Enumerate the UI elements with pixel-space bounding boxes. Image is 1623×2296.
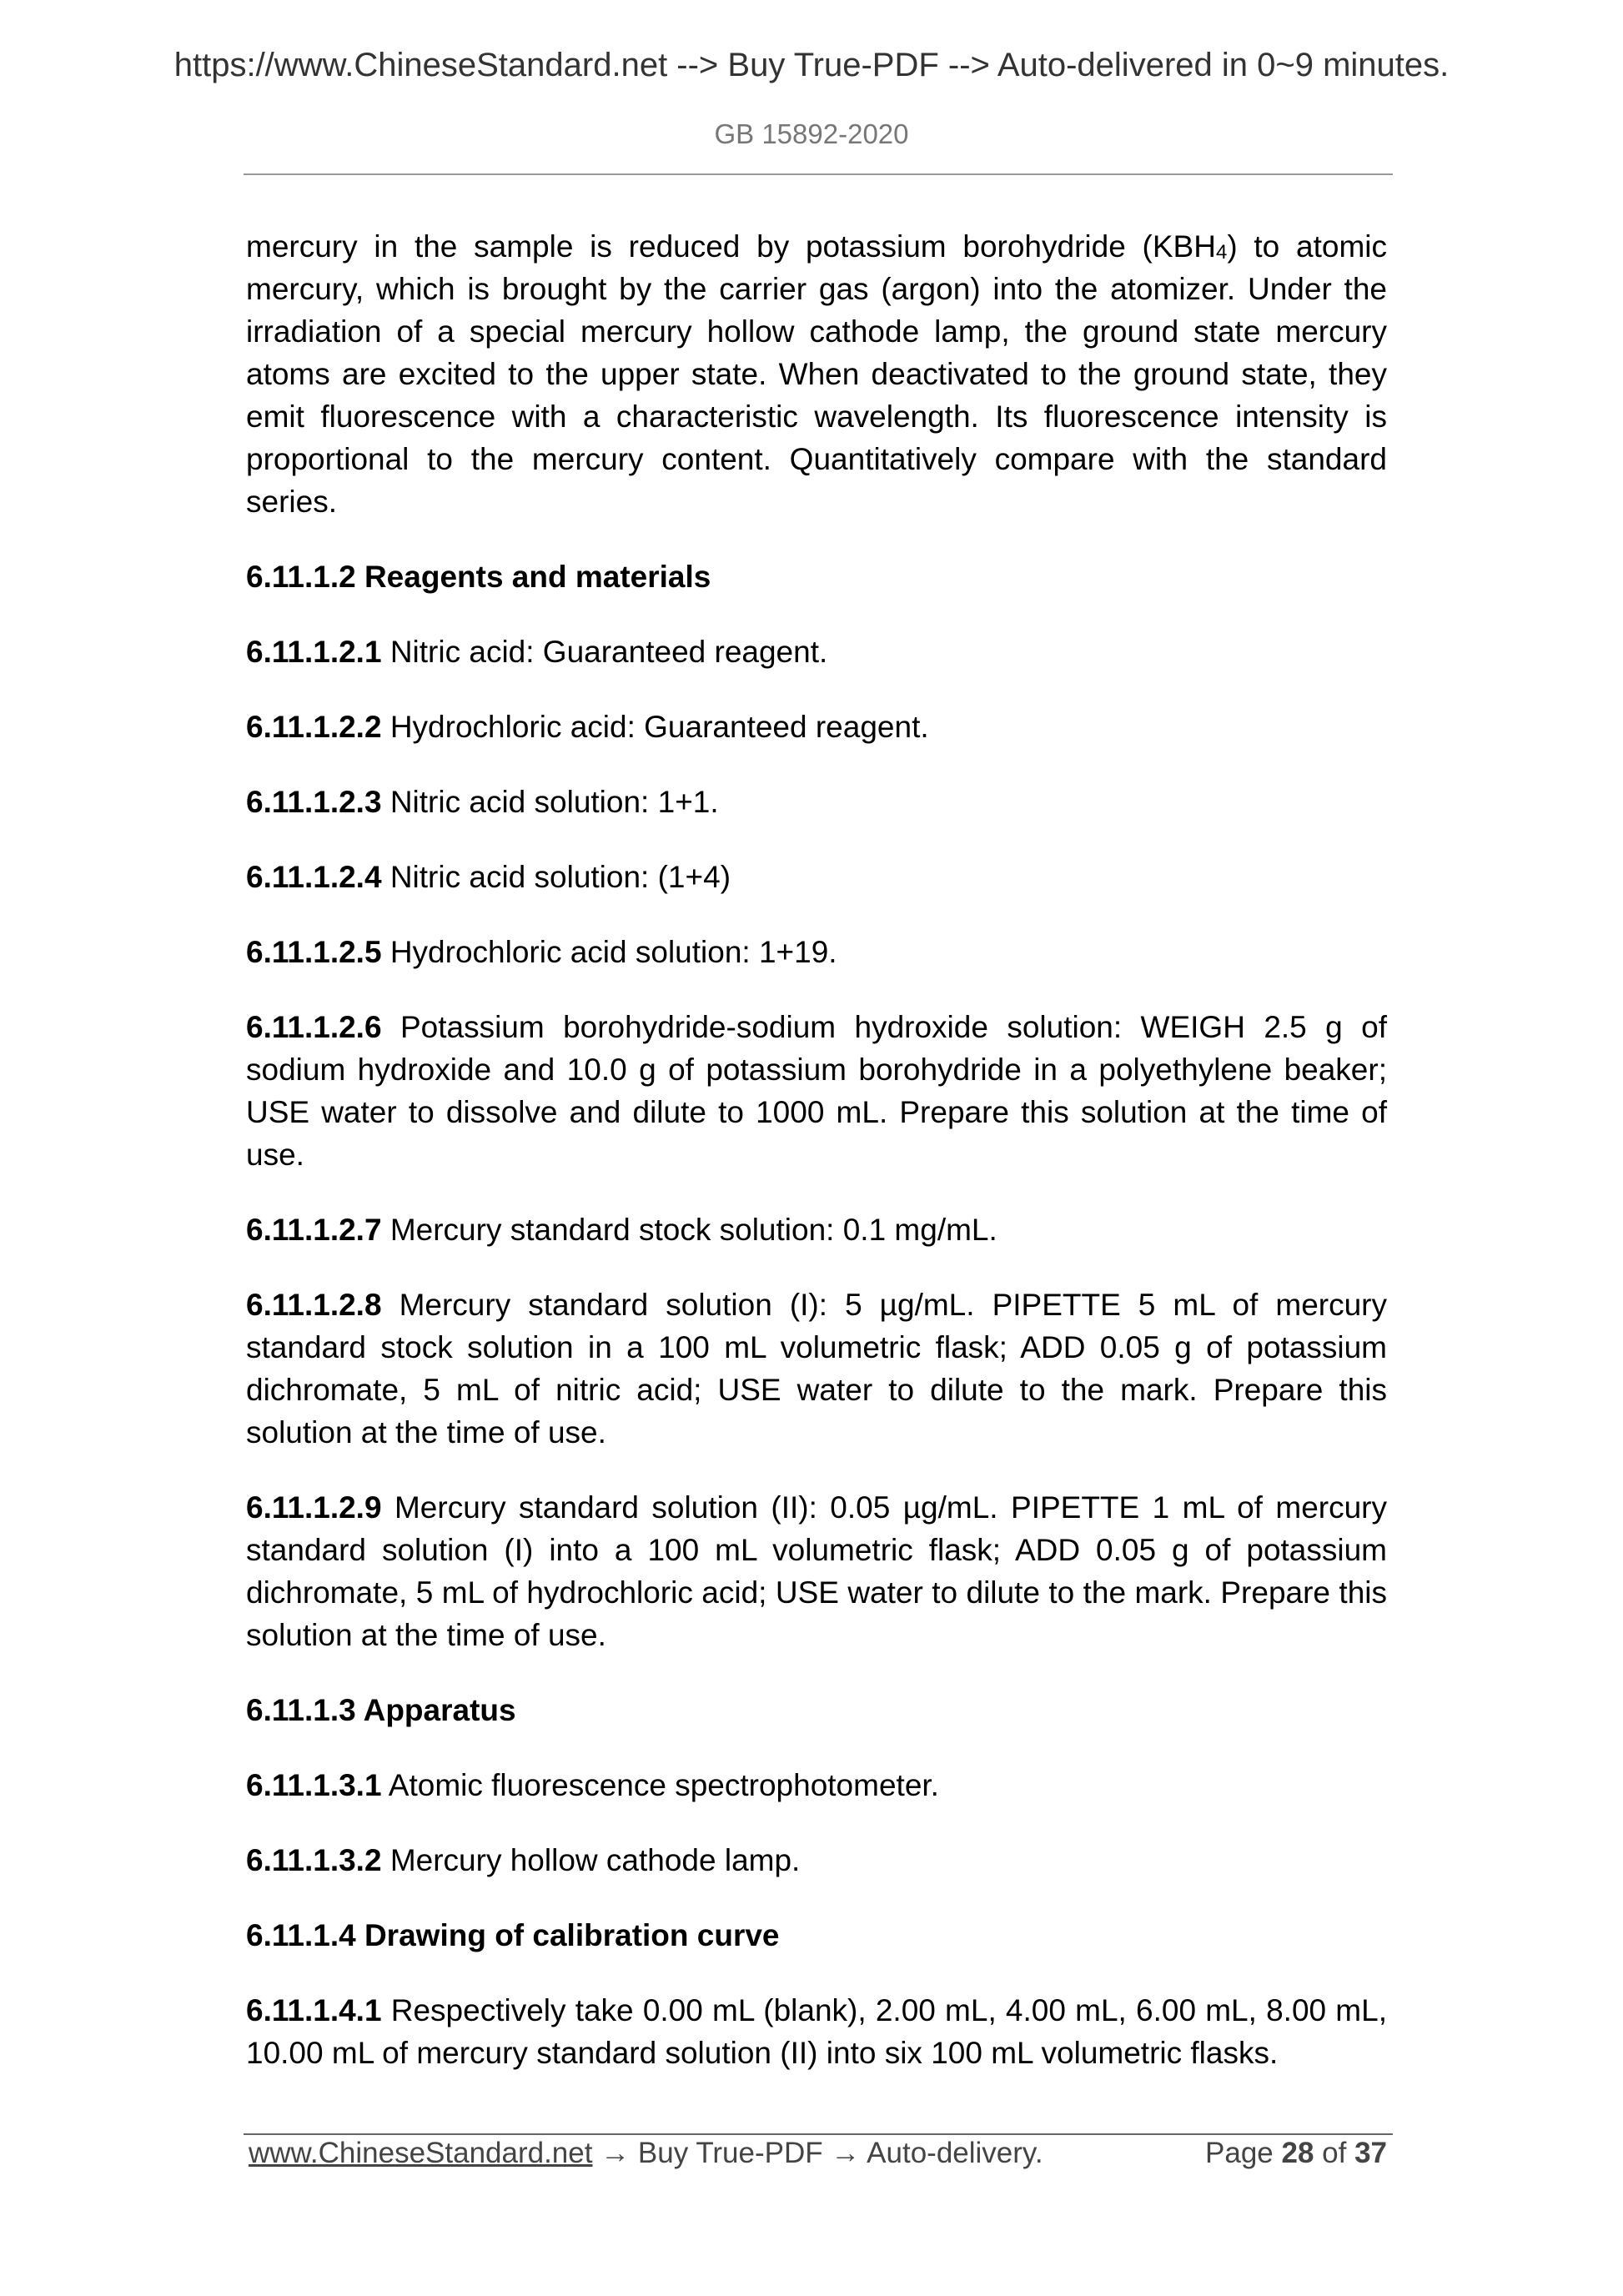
clause-paragraph — [246, 1208, 1387, 1251]
clause-paragraph — [246, 631, 1387, 673]
total-pages: 37 — [1354, 2137, 1387, 2169]
clause-text: Nitric acid: Guaranteed reagent. — [381, 635, 828, 669]
clause-text: Mercury standard stock solution: 0.1 mg/mL. — [381, 1213, 997, 1247]
clause-paragraph — [246, 1486, 1387, 1656]
clause-text: Hydrochloric acid: Guaranteed reagent. — [381, 710, 929, 744]
clause-paragraph — [246, 856, 1387, 898]
clause-paragraph — [246, 1764, 1387, 1806]
clause-paragraph — [246, 931, 1387, 973]
section-heading — [246, 1914, 1387, 1957]
clause-number: 6.11.1.2.1 — [246, 635, 382, 669]
clause-text: Respectively take 0.00 mL (blank), 2.00 mL, 4.00 mL, 6.00 mL, 8.00 mL, 10.00 mL of mercury standard solution (II) into six 100 mL volumetric flasks. — [246, 1993, 1387, 2070]
clause-number: 6.11.1.4.1 — [246, 1993, 382, 2027]
clause-number: 6.11.1.2.8 — [246, 1288, 382, 1322]
intro-text: mercury in the sample is reduced by potassium borohydride (KBH — [246, 229, 1216, 264]
clause-number: 6.11.1.2.4 — [246, 860, 382, 894]
clause-number: 6.11.1.4 Drawing of calibration curve — [246, 1918, 780, 1952]
clause-text: Atomic fluorescence spectrophotometer. — [381, 1768, 939, 1802]
clause-paragraph — [246, 781, 1387, 823]
clause-number: 6.11.1.2.9 — [246, 1490, 382, 1525]
footer-link[interactable]: www.ChineseStandard.net — [249, 2137, 593, 2169]
clause-text: Mercury hollow cathode lamp. — [381, 1843, 801, 1877]
clause-number: 6.11.1.3 Apparatus — [246, 1693, 516, 1727]
document-code: GB 15892-2020 — [714, 118, 909, 149]
intro-paragraph — [246, 225, 1387, 523]
footer-promo — [249, 2137, 1043, 2170]
clause-text: Hydrochloric acid solution: 1+19. — [381, 935, 837, 969]
clause-number: 6.11.1.3.1 — [246, 1768, 382, 1802]
header-divider — [244, 173, 1393, 175]
clause-paragraph — [246, 1006, 1387, 1176]
intro-text: ) to atomic mercury, which is brought by the carrier gas (argon) into the atomizer. Under the irradiation of a special mercury hollow cathode lamp, the ground state mercury atoms are excited to the upper state. When deactivated to the ground state, they emit fluorescence with a characteristic wavelength. Its fluorescence intensity is proportional to the mercury content. Quantitatively compare with the standard series. — [246, 229, 1387, 519]
clause-number: 6.11.1.2.5 — [246, 935, 382, 969]
clause-paragraph — [246, 1839, 1387, 1882]
clause-paragraph — [246, 1989, 1387, 2074]
current-page: 28 — [1281, 2137, 1314, 2169]
subscript: 4 — [1215, 241, 1228, 264]
clause-text: Potassium borohydride-sodium hydroxide solution: WEIGH 2.5 g of sodium hydroxide and 10.0 g of potassium borohydride in a polyethylene beaker; USE water to dissolve and dilute to 1000 mL. Prepare this solution at the time of use. — [246, 1010, 1387, 1172]
clause-paragraph — [246, 706, 1387, 748]
of-label: of — [1314, 2137, 1355, 2169]
clause-number: 6.11.1.2.3 — [246, 785, 382, 819]
clause-text: Nitric acid solution: (1+4) — [381, 860, 731, 894]
clause-text: Mercury standard solution (II): 0.05 µg/mL. PIPETTE 1 mL of mercury standard solution (I) into a 100 mL volumetric flask; ADD 0.05 g of potassium dichromate, 5 mL of hydrochloric acid; USE water to dilute to the mark. Prepare this solution at the time of use. — [246, 1490, 1387, 1652]
footer — [249, 2137, 1387, 2170]
clause-number: 6.11.1.3.2 — [246, 1843, 382, 1877]
section-heading — [246, 555, 1387, 598]
page-label: Page — [1205, 2137, 1282, 2169]
top-banner: https://www.ChineseStandard.net --> Buy True-PDF --> Auto-delivered in 0~9 minutes. — [173, 47, 1450, 83]
clause-number: 6.11.1.2.6 — [246, 1010, 382, 1044]
clause-number: 6.11.1.2.2 — [246, 710, 382, 744]
clause-text: Mercury standard solution (I): 5 µg/mL. PIPETTE 5 mL of mercury standard stock solution in a 100 mL volumetric flask; ADD 0.05 g of potassium dichromate, 5 mL of nitric acid; USE water to dilute to the mark. Prepare this solution at the time of use. — [246, 1288, 1387, 1449]
clause-number: 6.11.1.2.7 — [246, 1213, 382, 1247]
footer-divider — [244, 2133, 1393, 2135]
clause-number: 6.11.1.2 Reagents and materials — [246, 560, 711, 594]
section-heading — [246, 1689, 1387, 1731]
clause-text: Nitric acid solution: 1+1. — [381, 785, 719, 819]
clause-paragraph — [246, 1284, 1387, 1454]
document-body — [246, 225, 1387, 2107]
page-number — [1205, 2137, 1387, 2170]
footer-text: → Buy True-PDF → Auto-delivery. — [592, 2137, 1043, 2169]
